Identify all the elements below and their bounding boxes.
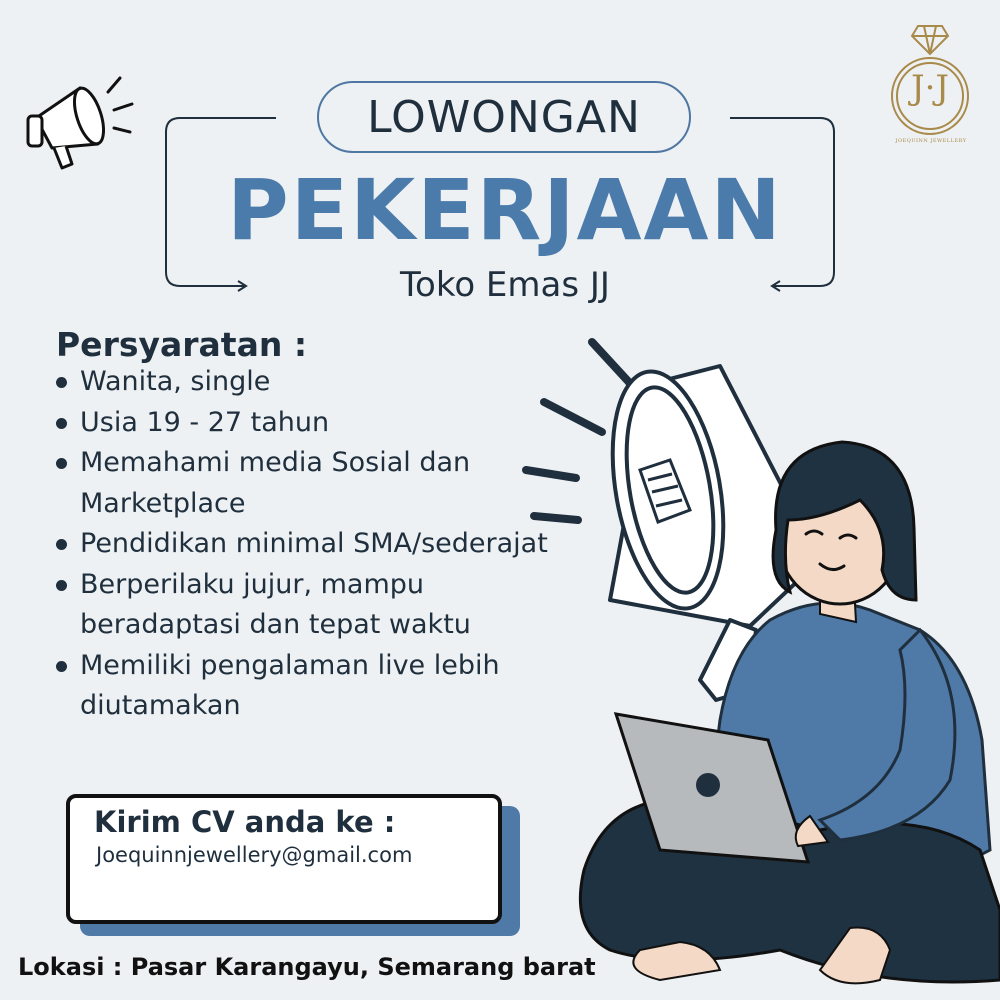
- header-pill: LOWONGAN: [317, 81, 691, 153]
- requirement-item: Wanita, single: [52, 362, 572, 403]
- headline: PEKERJAAN: [227, 161, 783, 259]
- requirement-item: Pendidikan minimal SMA/sederajat: [52, 524, 572, 565]
- woman-laptop-illustration: [520, 330, 1000, 1000]
- logo-brand-name: JOEQUINN JEWELLERY: [895, 138, 967, 144]
- requirement-item: Memahami media Sosial dan Marketplace: [52, 443, 572, 524]
- location-text: Lokasi : Pasar Karangayu, Semarang barat: [18, 953, 596, 981]
- requirement-item: Berperilaku jujur, mampu beradaptasi dan tepat waktu: [52, 565, 572, 646]
- cv-email[interactable]: Joequinnjewellery@gmail.com: [96, 843, 413, 867]
- requirements-title: Persyaratan :: [56, 325, 308, 364]
- requirements-list: [52, 362, 572, 727]
- megaphone-icon: [22, 70, 142, 180]
- logo-monogram: J·J: [910, 68, 950, 108]
- cv-title: Kirim CV anda ke :: [94, 805, 396, 839]
- requirement-item: Memiliki pengalaman live lebih diutamakan: [52, 646, 572, 727]
- requirement-item: Usia 19 - 27 tahun: [52, 403, 572, 444]
- subtitle: Toko Emas JJ: [400, 265, 610, 305]
